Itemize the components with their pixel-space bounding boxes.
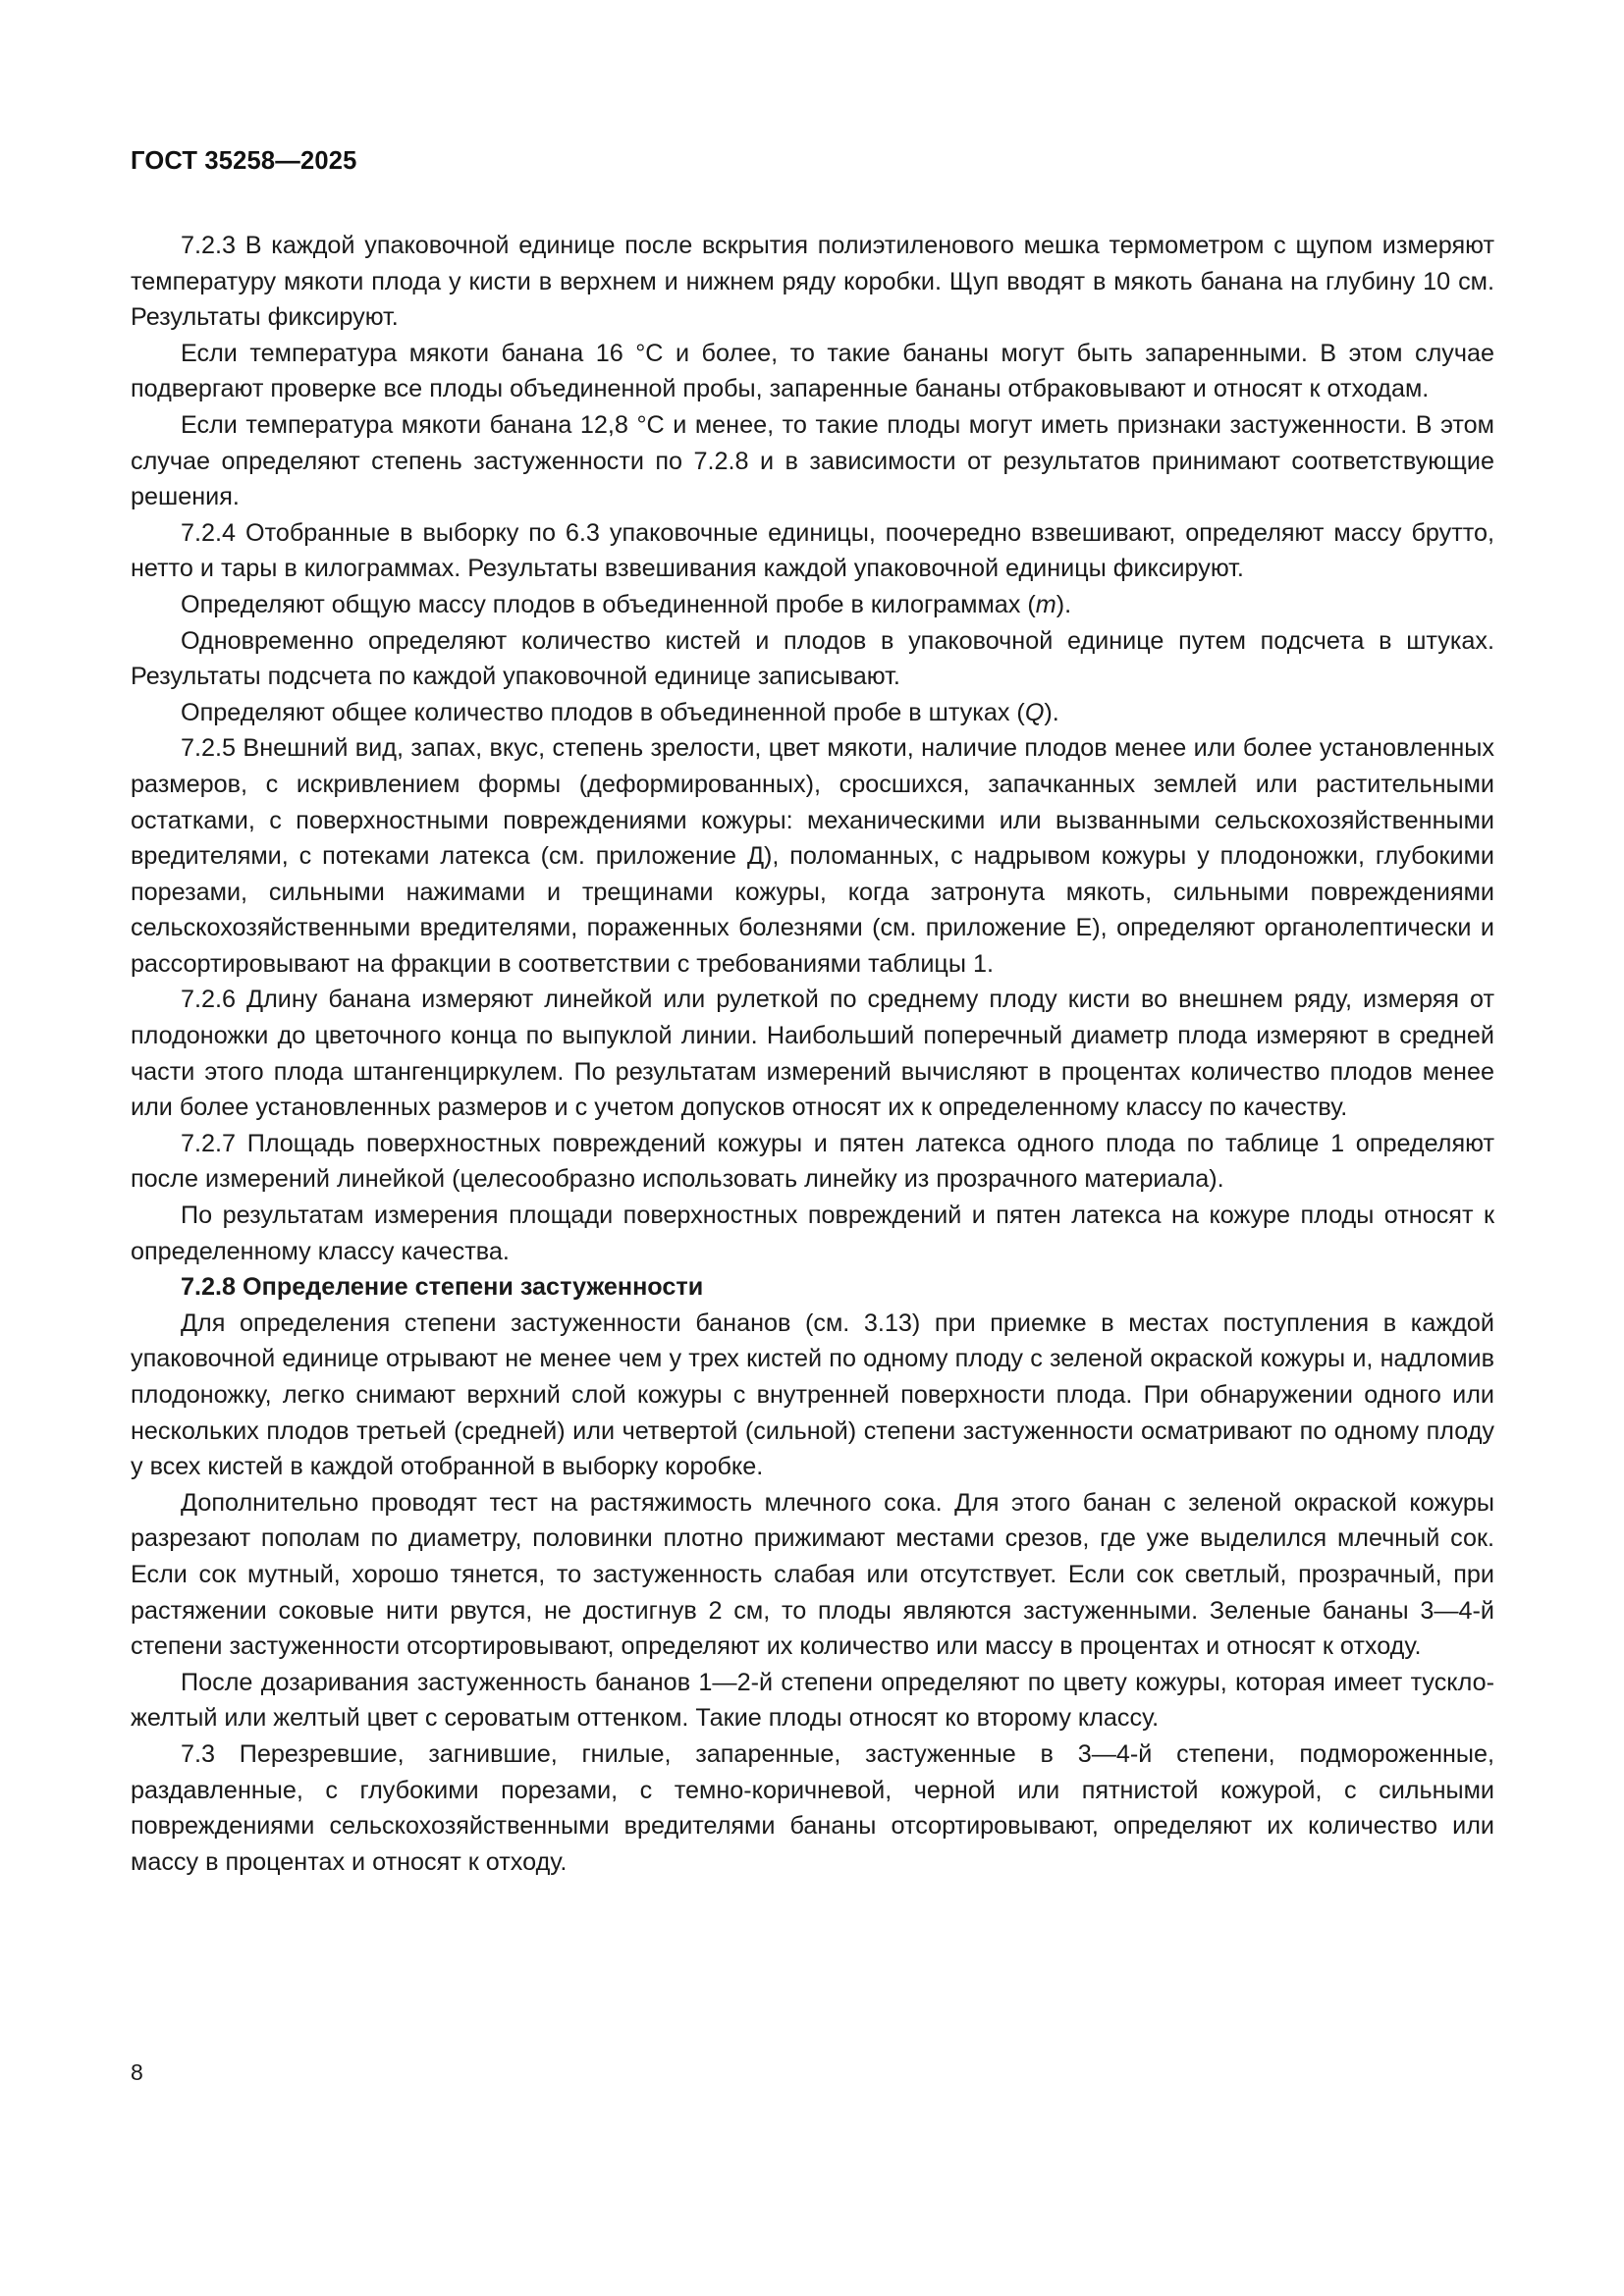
paragraph-latex-stretch-test: Дополнительно проводят тест на растяжимость млечного сока. Для этого банан с зеленой окраской кожуры разрезают пополам по диаметру, половинки плотно прижимают местами срезов, где уже выделился млечный сок. Если сок мутный, хорошо тянется, то застуженность слабая или отсутствует. Если сок светлый, прозрачный, при растяжении соковые нити рвутся, не достигнув 2 см, то плоды являются застуженными. Зеленые бананы 3—4-й степени застуженности отсортировывают, определяют их количество или массу в процентах и относят к отходу. (131, 1488, 1494, 1661)
paragraph-temperature-16: Если температура мякоти банана 16 °С и более, то такие бананы могут быть запаренными. В этом случае подвергают проверке все плоды объединенной пробы, запаренные бананы отбраковывают и относят к отходам. (131, 339, 1494, 403)
paragraph-chilling-degree-determination: Для определения степени застуженности бананов (см. 3.13) при приемке в местах поступления в каждой упаковочной единице отрывают не менее чем у трех кистей по одному плоду с зеленой окраской кожуры и, надломив плодоножку, легко снимают верхний слой кожуры с внутренней поверхности плода. При обнаружении одного или нескольких плодов третьей (средней) или четвертой (сильной) степени застуженности осматривают по одному плоду у всех кистей в каждой отобранной в выборку коробке. (131, 1308, 1494, 1481)
paragraph-clause-7-2-6: 7.2.6 Длину банана измеряют линейкой или рулеткой по среднему плоду кисти во внешнем ряду, измеряя от плодоножки до цветочного конца по выпуклой линии. Наибольший поперечный диаметр плода измеряют в средней части этого плода штангенциркулем. По результатам измерений вычисляют в процентах количество плодов менее или более установленных размеров и с учетом допусков относят их к определенному классу по качеству. (131, 986, 1494, 1122)
symbol-mass-m: m (1035, 590, 1056, 618)
symbol-count-q: Q (1024, 698, 1045, 726)
page-header-standard-number: ГОСТ 35258—2025 (131, 147, 357, 175)
paragraph-total-mass-m (131, 587, 1494, 623)
paragraph-clause-7-2-5: 7.2.5 Внешний вид, запах, вкус, степень зрелости, цвет мякоти, наличие плодов менее или более установленных размеров, с искривлением формы (деформированных), сросшихся, запачканных землей или растительными остатками, с поверхностными повреждениями кожуры: механическими или вызванными сельскохозяйственными вредителями, с потеками латекса (см. приложение Д), поломанных, с надрывом кожуры у плодоножки, глубокими порезами, сильными нажимами и трещинами кожуры, когда затронута мякоть, сильными повреждениями сельскохозяйственными вредителями, пораженных болезнями (см. приложение Е), определяют органолептически и рассортировывают на фракции в соответствии с требованиями таблицы 1. (131, 734, 1494, 978)
paragraph-area-measurement-result: По результатам измерения площади поверхностных повреждений и пятен латекса на кожуре плоды относят к определенному классу качества. (131, 1201, 1494, 1265)
paragraph-clause-7-2-3: 7.2.3 В каждой упаковочной единице после вскрытия полиэтиленового мешка термометром с щупом измеряют температуру мякоти плода у кисти в верхнем и нижнем ряду коробки. Щуп вводят в мякоть банана на глубину 10 см. Результаты фиксируют. (131, 232, 1494, 332)
paragraph-clause-7-3: 7.3 Перезревшие, загнившие, гнилые, запаренные, застуженные в 3—4-й степени, подмороженные, раздавленные, с глубокими порезами, с темно-коричневой, черной или пятнистой кожурой, с сильными повреждениями сельскохозяйственными вредителями бананы отсортировывают, определяют их количество или массу в процентах и относят к отходу. (131, 1739, 1494, 1876)
paragraph-after-ripening: После дозаривания застуженность бананов 1—2-й степени определяют по цвету кожуры, которая имеет тускло-желтый или желтый цвет с сероватым оттенком. Такие плоды относят ко второму классу. (131, 1668, 1494, 1733)
paragraph-total-count-q-text-before: Определяют общее количество плодов в объединенной пробе в штуках ( (181, 698, 1025, 726)
paragraph-total-count-q (131, 695, 1494, 731)
subsection-heading-7-2-8: 7.2.8 Определение степени застуженности (181, 1273, 704, 1302)
paragraph-clause-7-2-4: 7.2.4 Отобранные в выборку по 6.3 упаковочные единицы, поочередно взвешивают, определяют массу брутто, нетто и тары в килограммах. Результаты взвешивания каждой упаковочной единицы фиксируют. (131, 518, 1494, 583)
document-body (131, 228, 1494, 1880)
paragraph-clause-7-2-7: 7.2.7 Площадь поверхностных повреждений кожуры и пятен латекса одного плода по таблице 1 определяют после измерений линейкой (целесообразно использовать линейку из прозрачного материала). (131, 1129, 1494, 1194)
paragraph-total-count-q-text-after: ). (1044, 698, 1059, 726)
page-number: 8 (131, 2059, 143, 2085)
paragraph-temperature-12-8: Если температура мякоти банана 12,8 °С и менее, то такие плоды могут иметь признаки застуженности. В этом случае определяют степень застуженности по 7.2.8 и в зависимости от результатов принимают соответствующие решения. (131, 410, 1494, 511)
paragraph-count-hands-and-fruits: Одновременно определяют количество кистей и плодов в упаковочной единице путем подсчета в штуках. Результаты подсчета по каждой упаковочной единице записывают. (131, 626, 1494, 691)
paragraph-total-mass-m-text-after: ). (1056, 590, 1072, 618)
paragraph-total-mass-m-text-before: Определяют общую массу плодов в объединенной пробе в килограммах ( (181, 590, 1036, 618)
